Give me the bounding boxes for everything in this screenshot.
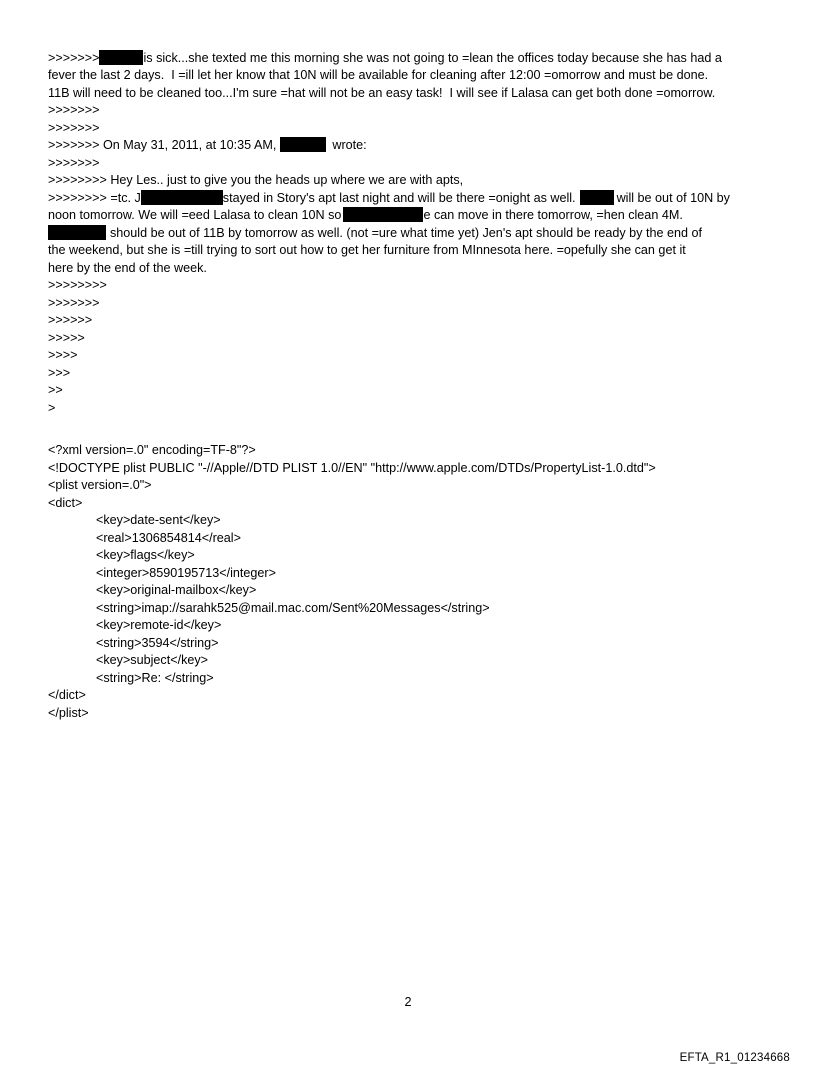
plist-entry: <key>remote-id</key> bbox=[96, 618, 222, 632]
email-line: >>>>>>>> Hey Les.. just to give you the heads up where we are with apts, bbox=[48, 173, 464, 187]
email-line bbox=[48, 190, 730, 207]
quote-marker: >>>>> bbox=[48, 331, 85, 345]
redaction-box bbox=[280, 137, 326, 152]
text-segment: is sick...she texted me this morning she was not going to =lean the offices today because she has had a bbox=[143, 51, 722, 65]
plist-doctype: <!DOCTYPE plist PUBLIC "-//Apple//DTD PLIST 1.0//EN" "http://www.apple.com/DTDs/PropertyList-1.0.dtd"> bbox=[48, 461, 656, 475]
plist-entry: <string>Re: </string> bbox=[96, 671, 214, 685]
quote-prefix: >>>>>>> bbox=[48, 51, 100, 65]
redaction-box bbox=[580, 190, 614, 205]
plist-close-tag: </plist> bbox=[48, 706, 89, 720]
redaction-box bbox=[99, 50, 143, 65]
email-line: fever the last 2 days. I =ill let her know that 10N will be available for cleaning after 12:00 =omorrow and must be done. bbox=[48, 68, 709, 82]
quote-marker: >>> bbox=[48, 366, 71, 380]
email-line: the weekend, but she is =till trying to sort out how to get her furniture from MInnesota here. =opefully she can get it bbox=[48, 243, 686, 257]
redaction-box bbox=[343, 207, 423, 222]
plist-entry: <real>1306854814</real> bbox=[96, 531, 241, 545]
email-attribution bbox=[48, 137, 367, 154]
text-segment: >>>>>>>> =tc. J bbox=[48, 191, 141, 205]
quote-marker: > bbox=[48, 401, 56, 415]
email-line: here by the end of the week. bbox=[48, 261, 207, 275]
email-line bbox=[48, 50, 722, 67]
email-line bbox=[48, 207, 683, 224]
quote-marker: >>>>>> bbox=[48, 313, 93, 327]
quote-marker: >> bbox=[48, 383, 63, 397]
redaction-box bbox=[48, 225, 106, 240]
plist-entry: <key>date-sent</key> bbox=[96, 513, 221, 527]
text-segment: e can move in there tomorrow, =hen clean 4M. bbox=[423, 208, 683, 222]
quote-marker: >>>> bbox=[48, 348, 78, 362]
text-segment: should be out of 11B by tomorrow as well. (not =ure what time yet) Jen's apt should be ready by the end of bbox=[110, 226, 702, 240]
text-segment: stayed in Story's apt last night and will be there =onight as well. bbox=[222, 191, 576, 205]
plist-open-tag: <plist version=.0"> bbox=[48, 478, 152, 492]
email-line: 11B will need to be cleaned too...I'm sure =hat will not be an easy task! I will see if Lalasa can get both done =omorrow. bbox=[48, 86, 716, 100]
quote-marker: >>>>>>> bbox=[48, 121, 100, 135]
quote-marker: >>>>>>> bbox=[48, 156, 100, 170]
email-line bbox=[48, 225, 702, 242]
bates-number: EFTA_R1_01234668 bbox=[679, 1052, 790, 1064]
redaction-box bbox=[141, 190, 223, 205]
text-segment: will be out of 10N by bbox=[616, 191, 730, 205]
attribution-text: wrote: bbox=[332, 138, 367, 152]
plist-entry: <integer>8590195713</integer> bbox=[96, 566, 276, 580]
plist-entry: <string>3594</string> bbox=[96, 636, 219, 650]
plist-entry: <key>original-mailbox</key> bbox=[96, 583, 257, 597]
quote-marker: >>>>>>>> bbox=[48, 278, 107, 292]
quote-marker: >>>>>>> bbox=[48, 296, 100, 310]
text-segment: noon tomorrow. We will =eed Lalasa to clean 10N so bbox=[48, 208, 342, 222]
page-number: 2 bbox=[404, 995, 412, 1009]
plist-entry: <string>imap://sarahk525@mail.mac.com/Sent%20Messages</string> bbox=[96, 601, 490, 615]
dict-close-tag: </dict> bbox=[48, 688, 86, 702]
attribution-text: >>>>>>> On May 31, 2011, at 10:35 AM, bbox=[48, 138, 277, 152]
dict-open-tag: <dict> bbox=[48, 496, 83, 510]
plist-entry: <key>flags</key> bbox=[96, 548, 195, 562]
quote-marker: >>>>>>> bbox=[48, 103, 100, 117]
plist-entry: <key>subject</key> bbox=[96, 653, 209, 667]
plist-xml-declaration: <?xml version=.0" encoding=TF-8"?> bbox=[48, 443, 256, 457]
